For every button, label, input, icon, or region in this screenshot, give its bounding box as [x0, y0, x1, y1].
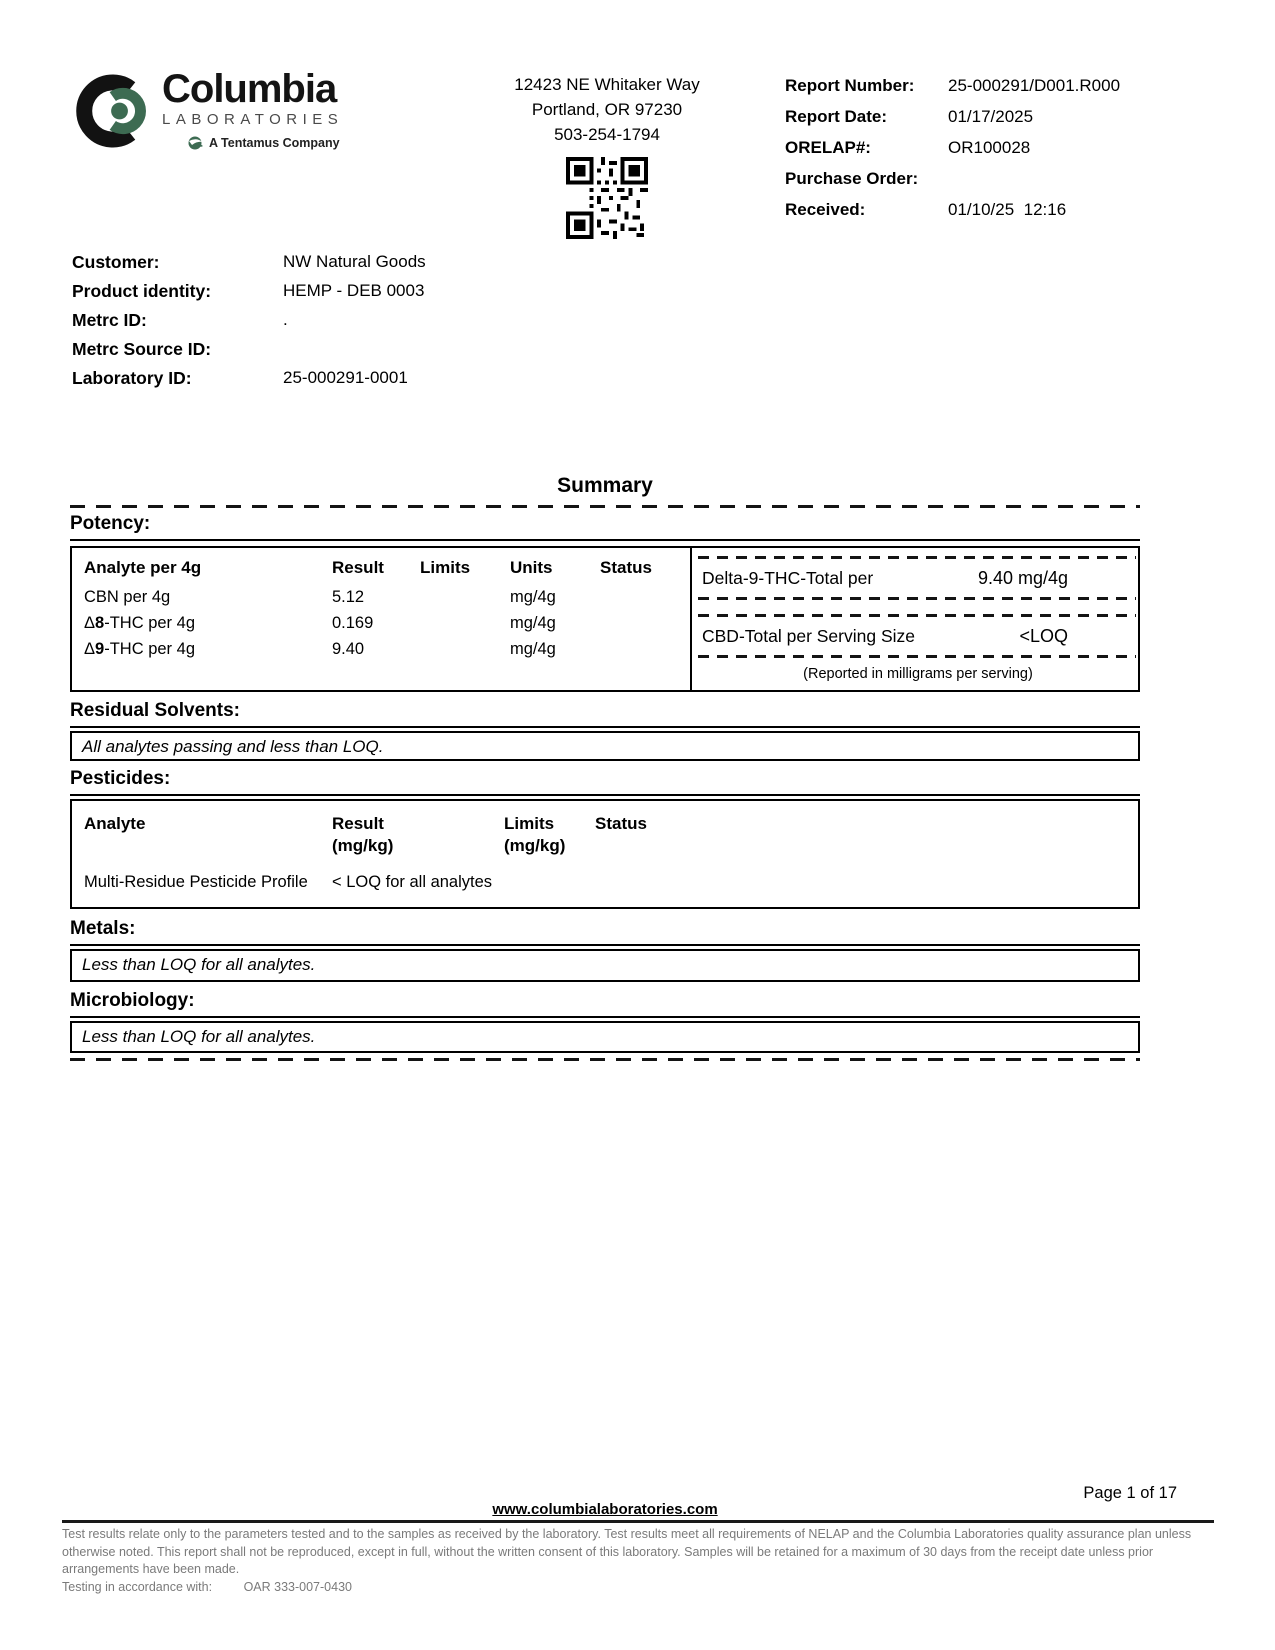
microbiology-result: Less than LOQ for all analytes. [70, 1021, 1140, 1053]
cbd-total-label: CBD-Total per Serving Size [702, 625, 915, 646]
potency-table-header [84, 558, 690, 578]
laboratory-id-value: 25-000291-0001 [283, 368, 408, 387]
product-identity-label: Product identity: [72, 281, 212, 301]
customer-row [72, 310, 426, 339]
pesticides-heading: Pesticides: [70, 768, 1140, 796]
orelap-value: OR100028 [948, 138, 1031, 157]
footer-rule [62, 1520, 1214, 1523]
table-row [84, 873, 1138, 892]
received-label: Received: [785, 200, 866, 219]
report-date-label: Report Date: [785, 107, 888, 126]
status-value [600, 640, 680, 666]
laboratory-id-label: Laboratory ID: [72, 368, 192, 388]
result-value: 9.40 [332, 640, 365, 658]
col-result: Result (mg/kg) [332, 814, 394, 855]
thc-total-label: Delta-9-THC-Total per [702, 567, 874, 588]
customer-row [72, 339, 426, 368]
analyte-name: Δ8-THC per 4g [84, 614, 195, 632]
metrc-source-id-label: Metrc Source ID: [72, 339, 212, 359]
potency-heading: Potency: [70, 513, 1140, 541]
report-info-row [785, 107, 1205, 138]
tentamus-leaf-icon [188, 135, 204, 150]
thc-total-row [700, 556, 1136, 600]
col-limits: Limits (mg/kg) [504, 814, 566, 855]
pesticides-box [70, 799, 1140, 909]
limits-value [420, 614, 510, 640]
received-value: 01/10/25 12:16 [948, 200, 1067, 219]
residual-solvents-heading: Residual Solvents: [70, 700, 1140, 728]
table-row [84, 588, 690, 614]
potency-totals-panel [690, 548, 1138, 690]
report-info-row [785, 138, 1205, 169]
analyte-name: Multi-Residue Pesticide Profile [84, 873, 308, 891]
customer-row [72, 368, 426, 397]
address-line1: 12423 NE Whitaker Way [514, 75, 700, 94]
potency-table [72, 548, 690, 690]
pesticides-table-header [84, 813, 1138, 857]
metals-result: Less than LOQ for all analytes. [70, 949, 1140, 982]
units-value: mg/4g [510, 614, 556, 632]
thc-total-value: 9.40 mg/4g [977, 567, 1068, 588]
summary-divider-top [70, 505, 1140, 508]
summary-divider-bottom [70, 1058, 1140, 1061]
qr-code [447, 157, 767, 246]
metals-heading: Metals: [70, 918, 1140, 946]
limits-value [504, 873, 595, 892]
col-status: Status [600, 558, 652, 577]
metrc-id-label: Metrc ID: [72, 310, 147, 330]
col-units: Units [510, 558, 553, 577]
microbiology-heading: Microbiology: [70, 990, 1140, 1018]
logo-text-block [162, 68, 343, 150]
report-number-label: Report Number: [785, 76, 915, 95]
customer-row [72, 252, 426, 281]
customer-info-block [72, 252, 426, 397]
customer-label: Customer: [72, 252, 160, 272]
status-value [600, 588, 680, 614]
residual-solvents-result: All analytes passing and less than LOQ. [70, 731, 1140, 761]
result-value: 5.12 [332, 588, 365, 606]
logo-tagline [188, 135, 343, 150]
purchase-order-label: Purchase Order: [785, 169, 919, 188]
cbd-total-value: <LOQ [1019, 625, 1068, 646]
logo-wordmark: Columbia [162, 67, 337, 111]
analyte-name: Δ9-THC per 4g [84, 640, 195, 658]
tagline-text: A Tentamus Company [209, 135, 340, 150]
report-info-row [785, 76, 1205, 107]
lab-phone: 503-254-1794 [554, 125, 660, 144]
result-value: 0.169 [332, 614, 374, 632]
table-row [84, 640, 690, 666]
customer-value: NW Natural Goods [283, 252, 426, 271]
report-info-row [785, 169, 1205, 200]
col-status: Status [595, 814, 647, 833]
col-analyte: Analyte per 4g [84, 558, 202, 577]
report-info-block [785, 76, 1205, 231]
logo-subtitle: LABORATORIES [162, 111, 344, 128]
col-analyte: Analyte [84, 814, 146, 833]
website-link[interactable]: www.columbialaboratories.com [492, 1501, 718, 1518]
units-value: mg/4g [510, 588, 556, 606]
status-value [600, 614, 680, 640]
summary-title: Summary [557, 474, 653, 497]
columbia-logo-icon [75, 66, 159, 161]
testing-accordance [62, 1580, 352, 1594]
accordance-value: OAR 333-007-0430 [243, 1580, 352, 1594]
limits-value [420, 640, 510, 666]
footer-disclaimer: Test results relate only to the parameters tested and to the samples as received by the laboratory. Test results meet all requirements of NELAP and the Columbia Laboratories quality assurance plan unless otherwise noted. This report shall not be reproduced, except in full, without the written consent of this laboratory. Samples will be retained for a maximum of 30 days from the receipt date unless prior arrangements have been made. [62, 1527, 1192, 1576]
report-number-value: 25-000291/D001.R000 [948, 76, 1121, 95]
metrc-id-value: . [283, 310, 288, 329]
status-value [595, 873, 685, 892]
page-number: Page 1 of 17 [1083, 1484, 1177, 1502]
address-line2: Portland, OR 97230 [531, 100, 683, 119]
accordance-label: Testing in accordance with: [62, 1580, 213, 1594]
col-limits: Limits [420, 558, 471, 577]
product-identity-value: HEMP - DEB 0003 [283, 281, 425, 300]
customer-row [72, 281, 426, 310]
orelap-label: ORELAP#: [785, 138, 871, 157]
report-info-row [785, 200, 1205, 231]
report-date-value: 01/17/2025 [948, 107, 1034, 126]
units-value: mg/4g [510, 640, 556, 658]
table-row [84, 614, 690, 640]
analyte-name: CBN per 4g [84, 588, 171, 606]
potency-box [70, 546, 1140, 692]
col-result: Result [332, 558, 384, 577]
limits-value [420, 588, 510, 614]
lab-address-block [447, 72, 767, 246]
result-value: < LOQ for all analytes [332, 873, 493, 891]
totals-note: (Reported in milligrams per serving) [803, 666, 1033, 682]
cbd-total-row [700, 614, 1136, 658]
